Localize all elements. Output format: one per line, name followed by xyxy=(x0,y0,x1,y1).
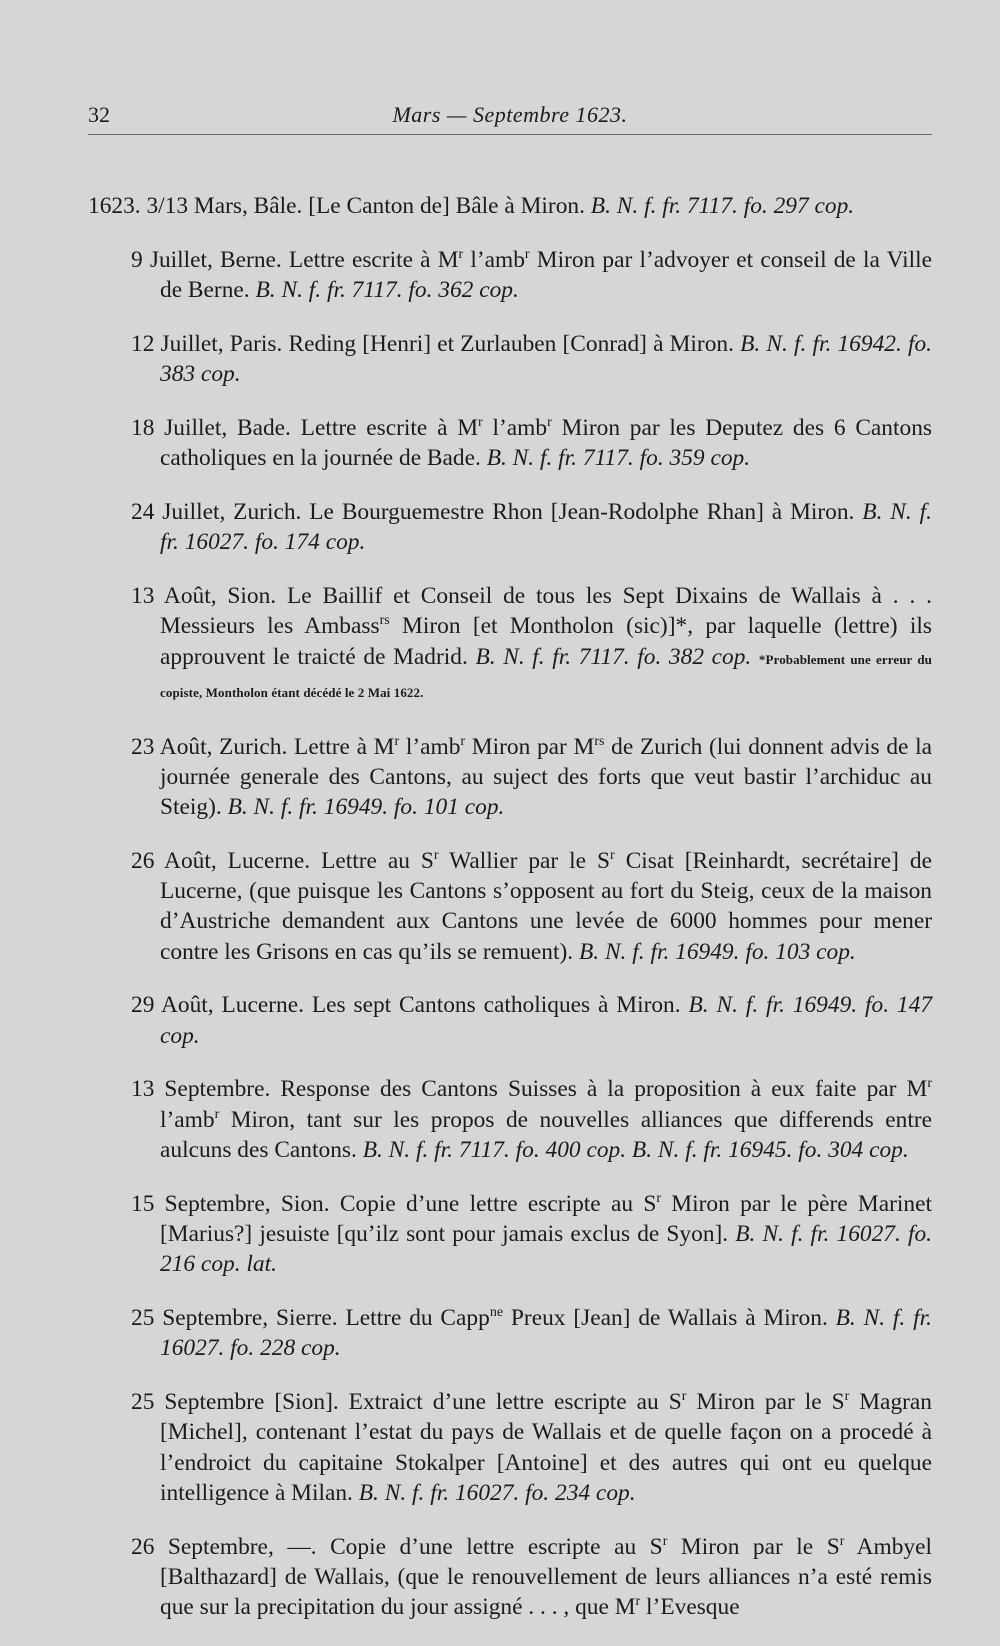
entry-text: l’Evesque xyxy=(640,1594,740,1621)
superscript: r xyxy=(662,1532,668,1549)
superscript: rs xyxy=(594,732,605,749)
entry-text: 26 Septembre, —. Copie d’une lettre escripte au S xyxy=(131,1533,663,1560)
page-header xyxy=(88,100,932,135)
entry-text: l’amb xyxy=(160,1106,215,1133)
entry-text: Miron par les Deputez des 6 Cantons catholiques en la journée de Bade. xyxy=(160,415,932,472)
superscript: r xyxy=(547,414,552,431)
list-item xyxy=(88,191,932,221)
entry-text: 12 Juillet, Paris. Reding [Henri] et Zurlauben [Conrad] à Miron. xyxy=(131,331,741,358)
list-item xyxy=(88,581,932,708)
superscript: r xyxy=(610,847,615,864)
list-item xyxy=(88,732,932,823)
entry-text: 9 Juillet, Berne. Lettre escrite à M xyxy=(131,247,459,274)
superscript: r xyxy=(681,1388,687,1405)
page-number: 32 xyxy=(88,102,110,127)
entry-text: 23 Août, Zurich. Lettre à M xyxy=(131,733,395,760)
entry-text: Magran [Michel], contenant l’estat du pays de Wallais et de quelle façon on a procedé à l’endroict du capitaine Stokalper [Antoine] et des autres qui ont eu quelque intelligence à Milan. xyxy=(160,1388,933,1506)
superscript: r xyxy=(214,1105,220,1122)
superscript: r xyxy=(478,414,483,431)
entry-text: 25 Septembre [Sion]. Extraict d’une lettre escripte au S xyxy=(131,1388,682,1415)
entry-text: Miron, tant sur les propos de nouvelles alliances que differends entre aulcuns des Cantons. xyxy=(160,1106,932,1164)
entry-text: 1623. 3/13 Mars, Bâle. [Le Canton de] Bâle à Miron. xyxy=(88,193,591,220)
entry-text: Miron par M xyxy=(465,733,595,760)
entry-text: 29 Août, Lucerne. Les sept Cantons catholiques à Miron. xyxy=(131,992,689,1019)
entry-list xyxy=(88,168,932,1646)
entry-text: Wallier par le S xyxy=(438,847,611,874)
reference: B. N. f. fr. 16027. fo. 234 cop. xyxy=(358,1479,636,1506)
entry-text: Miron par le S xyxy=(667,1533,840,1560)
reference: B. N. f. fr. 16949. fo. 103 cop. xyxy=(578,938,856,965)
list-item xyxy=(88,1074,932,1165)
reference: B. N. f. fr. 7117. fo. 362 cop. xyxy=(255,277,519,304)
list-item xyxy=(88,245,932,306)
superscript: rs xyxy=(379,612,390,629)
reference: B. N. f. fr. 7117. fo. 297 cop. xyxy=(590,193,855,220)
list-item xyxy=(88,497,932,558)
reference: B. N. f. fr. 7117. fo. 400 cop. B. N. f. fr. 16945. fo. 304 cop. xyxy=(362,1137,909,1164)
entry-text: l’amb xyxy=(463,247,525,274)
list-item xyxy=(88,1532,932,1623)
reference: B. N. f. fr. 7117. fo. 359 cop. xyxy=(486,445,751,472)
list-item xyxy=(88,413,932,474)
entry-text: l’amb xyxy=(482,415,548,442)
entry-text: 15 Septembre, Sion. Copie d’une lettre escripte au S xyxy=(131,1190,657,1217)
reference: B. N. f. fr. 16942. fo. 383 cop. xyxy=(160,331,932,388)
list-item xyxy=(88,990,932,1051)
entry-text: Preux [Jean] de Wallais à Miron. xyxy=(503,1305,836,1331)
entry-text: l’amb xyxy=(399,733,461,760)
list-item xyxy=(88,329,932,390)
superscript: r xyxy=(524,246,530,263)
entry-text: Miron par l’advoyer et conseil de la Ville de Berne. xyxy=(160,247,932,304)
entry-text: de Zurich (lui donnent advis de la journée generale des Cantons, au suject des forts que veut bastir l’archiduc au Steig). xyxy=(160,733,932,821)
superscript: r xyxy=(458,246,464,263)
entry-text: 26 Août, Lucerne. Lettre au S xyxy=(131,847,434,874)
entry-text: Miron par le père Marinet [Marius?] jesuiste [qu’ilz sont pour jamais exclus de Syon]. xyxy=(160,1190,932,1248)
entry-text: 13 Septembre. Response des Cantons Suisses à la proposition à eux faite par M xyxy=(131,1076,928,1103)
superscript: r xyxy=(839,1532,845,1549)
running-title: Mars — Septembre 1623. xyxy=(392,102,628,127)
reference: B. N. f. fr. 16027. fo. 228 cop. xyxy=(160,1305,932,1362)
reference: B. N. f. fr. 16027. fo. 216 cop. lat. xyxy=(160,1221,932,1278)
entry-text: Miron [et Montholon (sic)]*, par laquelle (lettre) ils approuvent le traicté de Madrid. xyxy=(160,613,932,670)
superscript: ne xyxy=(489,1304,504,1321)
reference: B. N. f. fr. 16949. fo. 101 cop. xyxy=(227,794,505,821)
list-item xyxy=(88,1387,932,1508)
entry-text: 13 Août, Sion. Le Baillif et Conseil de tous les Sept Dixains de Wallais à . . . Messieurs les Ambass xyxy=(131,583,932,640)
superscript: r xyxy=(635,1593,641,1610)
entry-text: 18 Juillet, Bade. Lettre escrite à M xyxy=(131,415,479,442)
superscript: r xyxy=(433,847,439,864)
reference: B. N. f. fr. 16949. fo. 147 cop. xyxy=(160,992,933,1049)
entry-text: Ambyel [Balthazard] de Wallais, (que le renouvellement de leurs alliances n’a esté remis que sur la precipitation du jour assigné . . . , que M xyxy=(160,1533,933,1621)
superscript: r xyxy=(394,732,400,749)
entry-text: 24 Juillet, Zurich. Le Bourguemestre Rhon [Jean-Rodolphe Rhan] à Miron. xyxy=(131,499,863,526)
superscript: r xyxy=(844,1388,850,1405)
superscript: r xyxy=(460,732,466,749)
list-item xyxy=(88,1189,932,1280)
superscript: r xyxy=(656,1189,662,1206)
reference: B. N. f. fr. 16027. fo. 174 cop. xyxy=(160,499,932,556)
list-item xyxy=(88,1303,932,1364)
entry-text: Miron par le S xyxy=(686,1388,845,1415)
superscript: r xyxy=(927,1075,932,1092)
entry-text: 25 Septembre, Sierre. Lettre du Capp xyxy=(131,1305,490,1331)
list-item xyxy=(88,846,932,967)
entry-text: Cisat [Reinhardt, secrétaire] de Lucerne, (que puisque les Cantons s’opposent au fort du Steig, ceux de la maison d’Austriche demandent aux Cantons une levée de 6000 hommes pour mener contre les Grisons en cas qu’ils se remuent). xyxy=(160,847,932,965)
footnote: *Probablement une erreur du copiste, Montholon étant décédé le 2 Mai 1622. xyxy=(160,651,932,700)
reference: B. N. f. fr. 7117. fo. 382 cop. xyxy=(475,643,752,670)
